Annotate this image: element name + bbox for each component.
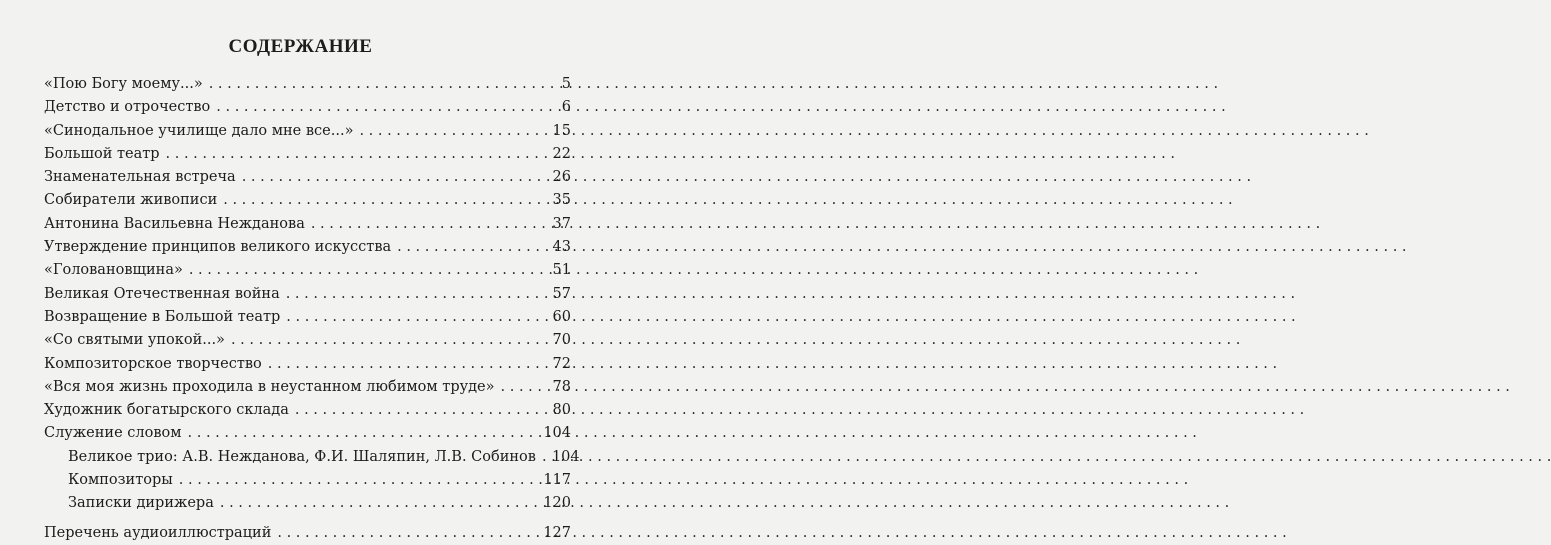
toc-entry-page: 72	[552, 355, 571, 372]
toc-entry-title: «Пою Богу моему...»	[44, 76, 203, 92]
toc-entry-page: 127	[543, 524, 571, 541]
toc-entry-title: Художник богатырского склада	[44, 402, 289, 419]
toc-entry-page: 120	[543, 495, 571, 512]
toc-leader-dots	[542, 446, 548, 469]
table-of-contents	[44, 73, 580, 545]
toc-entry-page: 70	[552, 332, 571, 349]
toc-leader-dots	[179, 469, 540, 492]
toc-leader-dots	[277, 522, 539, 545]
toc-entry-title: Служение словом	[44, 425, 182, 442]
toc-entry-page: 78	[552, 378, 571, 395]
toc-entry-page: 51	[552, 262, 571, 279]
toc-entry-title: Большой театр	[44, 145, 160, 162]
toc-entry-title: Знаменательная встреча	[44, 169, 236, 186]
toc-entry-title: «Синодальное училище дало мне все...»	[44, 122, 354, 139]
toc-entry	[44, 376, 571, 399]
toc-entry	[44, 120, 571, 143]
toc-entry	[44, 259, 571, 282]
toc-leader-dots	[311, 213, 545, 236]
toc-subentry	[44, 469, 571, 492]
toc-entry-page: 37	[552, 215, 571, 232]
toc-leader-dots	[242, 166, 545, 189]
toc-entry-title: Композиторы	[68, 472, 173, 489]
toc-leader-dots	[397, 236, 545, 259]
toc-entry-title: Композиторское творчество	[44, 355, 262, 372]
toc-entry-title: Возвращение в Большой театр	[44, 308, 281, 325]
toc-leader-dots	[286, 306, 545, 329]
toc-leader-dots	[220, 492, 539, 515]
toc-entry	[44, 189, 571, 212]
toc-leader-dots	[188, 422, 540, 445]
toc-leader-dots	[295, 399, 545, 422]
toc-entry-title: Утверждение принципов великого искусства	[44, 239, 392, 256]
toc-entry-title: Перечень аудиоиллюстраций	[44, 524, 272, 541]
toc-entry-title: Великая Отечественная война	[44, 285, 280, 302]
toc-entry	[44, 166, 571, 189]
toc-entry-title: Великое трио: А.В. Нежданова, Ф.И. Шаляпин, Л.В. Собинов	[68, 448, 536, 465]
toc-entry-page: 104	[543, 425, 571, 442]
toc-entry	[44, 73, 571, 96]
toc-entry-page: 22	[552, 145, 571, 162]
toc-entry-title: «Головановщина»	[44, 262, 183, 279]
toc-entry-page: 117	[543, 472, 571, 489]
toc-leader-dots	[501, 376, 545, 399]
toc-entry-page: 43	[552, 239, 571, 256]
page-title: СОДЕРЖАНИЕ	[228, 36, 373, 57]
toc-entry-page: 57	[552, 285, 571, 302]
toc-entry-title: «Вся моя жизнь проходила в неустанном любимом труде»	[44, 378, 495, 395]
toc-entry-page: 26	[552, 169, 571, 186]
toc-entry	[44, 522, 571, 545]
toc-leader-dots	[231, 329, 545, 352]
toc-entry	[44, 329, 571, 352]
document-page	[0, 0, 601, 542]
toc-entry-title: Записки дирижера	[68, 495, 214, 512]
toc-entry-title: Собиратели живописи	[44, 192, 218, 209]
toc-entry	[44, 306, 571, 329]
toc-leader-dots	[268, 353, 545, 376]
toc-entry-page: 104	[551, 448, 580, 465]
toc-entry-page: 15	[552, 122, 571, 139]
toc-subentry	[44, 446, 580, 469]
toc-leader-dots	[209, 73, 545, 96]
toc-subentry	[44, 492, 571, 515]
toc-leader-dots	[286, 283, 545, 306]
toc-entry-page: 35	[552, 192, 571, 209]
toc-entry-page: 6	[561, 99, 571, 116]
toc-entry	[44, 236, 571, 259]
toc-entry-page: 60	[552, 308, 571, 325]
toc-entry-title: «Со святыми упокой...»	[44, 332, 225, 349]
toc-leader-dots	[223, 189, 545, 212]
toc-leader-dots	[166, 143, 545, 166]
toc-entry	[44, 422, 571, 445]
toc-entry	[44, 399, 571, 422]
toc-entry-title: Антонина Васильевна Нежданова	[44, 215, 305, 232]
toc-entry-page: 5	[561, 76, 571, 92]
toc-entry	[44, 353, 571, 376]
toc-entry	[44, 96, 571, 119]
toc-leader-dots	[359, 120, 545, 143]
toc-entry-title: Детство и отрочество	[44, 99, 211, 116]
toc-leader-dots	[216, 96, 545, 119]
toc-entry	[44, 213, 571, 236]
toc-entry	[44, 143, 571, 166]
toc-entry	[44, 283, 571, 306]
toc-leader-dots	[189, 259, 545, 282]
toc-entry-page: 80	[552, 402, 571, 419]
